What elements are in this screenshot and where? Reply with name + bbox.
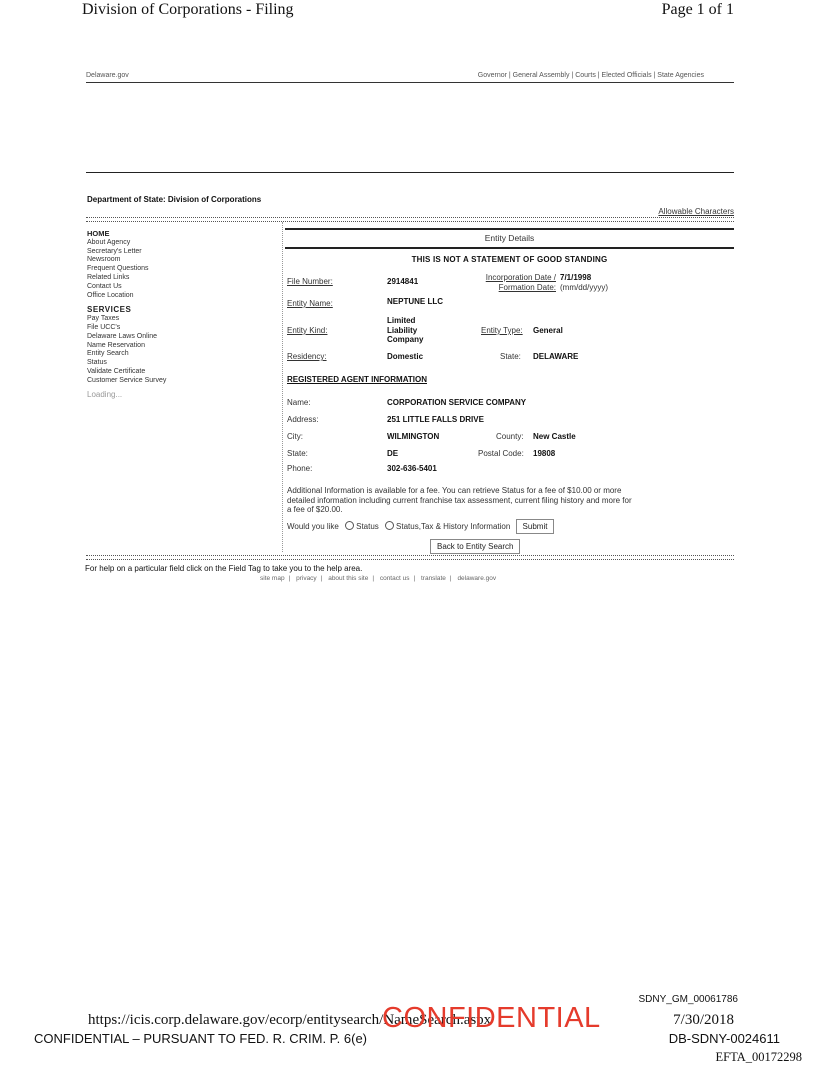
full-info-option-label: Status,Tax & History Information [396,522,511,531]
purchase-question: Would you like [287,522,339,531]
entity-type-value: General [533,326,563,335]
agent-state-label: State: [287,449,308,458]
agent-postal-label: Postal Code: [478,449,524,458]
footer-link[interactable]: contact us [379,575,410,582]
submit-button[interactable]: Submit [516,519,555,534]
sidebar-item[interactable]: Pay Taxes [87,315,120,323]
incorporation-date-value: 7/1/1998 [560,273,592,282]
agent-county-value: New Castle [533,432,576,441]
status-option-label: Status [356,522,379,531]
additional-info-text: Additional Information is available for a fee. You can retrieve Status for a fee of $10.00 or more detailed information including current franchise tax assessment, current filing history and more for a fee of $20.00. [287,486,632,514]
delaware-gov-link[interactable]: Delaware.gov [86,72,129,79]
allowable-characters-link[interactable]: Allowable Characters [658,207,734,216]
agent-city-label: City: [287,432,303,441]
sidebar-item[interactable]: Customer Service Survey [87,376,167,384]
footer-link[interactable]: site map [260,575,285,582]
purchase-options [287,519,554,534]
good-standing-notice: THIS IS NOT A STATEMENT OF GOOD STANDING [411,255,608,264]
sidebar-item[interactable]: Frequent Questions [87,265,149,273]
agent-name-value: CORPORATION SERVICE COMPANY [387,398,527,407]
residency-label[interactable]: Residency: [287,352,327,361]
sidebar-divider [282,222,283,552]
entity-name-label[interactable]: Entity Name: [287,299,333,308]
agent-state-value: DE [387,449,399,458]
top-nav-links[interactable]: Governor | General Assembly | Courts | Elected Officials | State Agencies [477,72,704,79]
agent-address-label: Address: [287,415,319,424]
sidebar-item[interactable]: Name Reservation [87,341,145,349]
entity-kind-value: Limited Liability Company [387,316,424,344]
date-format-hint: (mm/dd/yyyy) [560,283,608,292]
footer-links: site map | privacy | about this site | contact us | translate | delaware.gov [260,575,497,582]
status-radio[interactable] [345,521,354,530]
agent-address-value: 251 LITTLE FALLS DRIVE [387,415,484,424]
sidebar [87,230,277,399]
agent-city-value: WILMINGTON [387,432,440,441]
entity-details-header: Entity Details [285,228,734,249]
confidential-legal-notice: CONFIDENTIAL – PURSUANT TO FED. R. CRIM. P. 6(e) [34,1031,368,1046]
print-page-title: Division of Corporations - Filing [82,1,294,18]
agent-name-label: Name: [287,398,311,407]
sidebar-item[interactable]: Status [87,359,107,367]
print-url: https://icis.corp.delaware.gov/ecorp/entitysearch/NameSearch.aspx [88,1012,492,1028]
sidebar-item[interactable]: Contact Us [87,282,122,290]
sidebar-item[interactable]: Related Links [87,273,130,281]
back-to-search-button[interactable]: Back to Entity Search [430,539,520,554]
sidebar-item[interactable]: Office Location [87,291,134,299]
footer-link[interactable]: about this site [328,575,369,582]
agent-county-label: County: [496,432,524,441]
sidebar-item[interactable]: About Agency [87,238,131,246]
entity-kind-label[interactable]: Entity Kind: [287,326,328,335]
sidebar-item[interactable]: Secretary's Letter [87,247,142,255]
help-text: For help on a particular field click on the Field Tag to take you to the help area. [85,564,363,573]
formation-date-label[interactable]: Formation Date: [498,283,556,292]
incorporation-date-label[interactable]: Incorporation Date / [485,273,556,282]
state-value: DELAWARE [533,352,579,361]
full-info-radio[interactable] [385,521,394,530]
file-number-value: 2914841 [387,277,419,286]
footer-link[interactable]: translate [420,575,446,582]
entity-type-label[interactable]: Entity Type: [481,326,523,335]
sidebar-item[interactable]: File UCC's [87,323,121,331]
residency-value: Domestic [387,352,424,361]
top-bar [86,72,734,79]
sidebar-item[interactable]: Validate Certificate [87,367,146,375]
sidebar-item[interactable]: Newsroom [87,256,121,264]
file-number-label[interactable]: File Number: [287,277,333,286]
loading-indicator: Loading... [87,389,123,399]
sidebar-home[interactable]: HOME [87,229,110,238]
top-divider [86,82,734,83]
agent-phone-value: 302-636-5401 [387,464,437,473]
content-dotted-rule [86,555,734,560]
footer-link[interactable]: delaware.gov [457,575,497,582]
entity-name-value: NEPTUNE LLC [387,297,443,306]
department-title: Department of State: Division of Corporations [87,195,262,204]
bates-db-sdny: DB-SDNY-0024611 [668,1031,780,1046]
state-label: State: [500,352,521,361]
header-dotted-rule [86,217,734,222]
bates-efta: EFTA_00172298 [715,1050,802,1064]
registered-agent-heading: REGISTERED AGENT INFORMATION [287,375,427,384]
footer-link[interactable]: privacy [296,575,317,582]
print-page-number: Page 1 of 1 [661,1,734,18]
sidebar-item[interactable]: Entity Search [87,350,129,358]
print-date: 7/30/2018 [673,1012,734,1028]
sidebar-item[interactable]: Delaware Laws Online [87,332,158,340]
agent-phone-label: Phone: [287,464,313,473]
bates-sdny-gm: SDNY_GM_00061786 [638,994,738,1005]
banner-divider [86,172,734,173]
agent-postal-value: 19808 [533,449,556,458]
sidebar-services: SERVICES [87,305,132,315]
confidential-watermark: CONFIDENTIAL [382,1002,601,1034]
